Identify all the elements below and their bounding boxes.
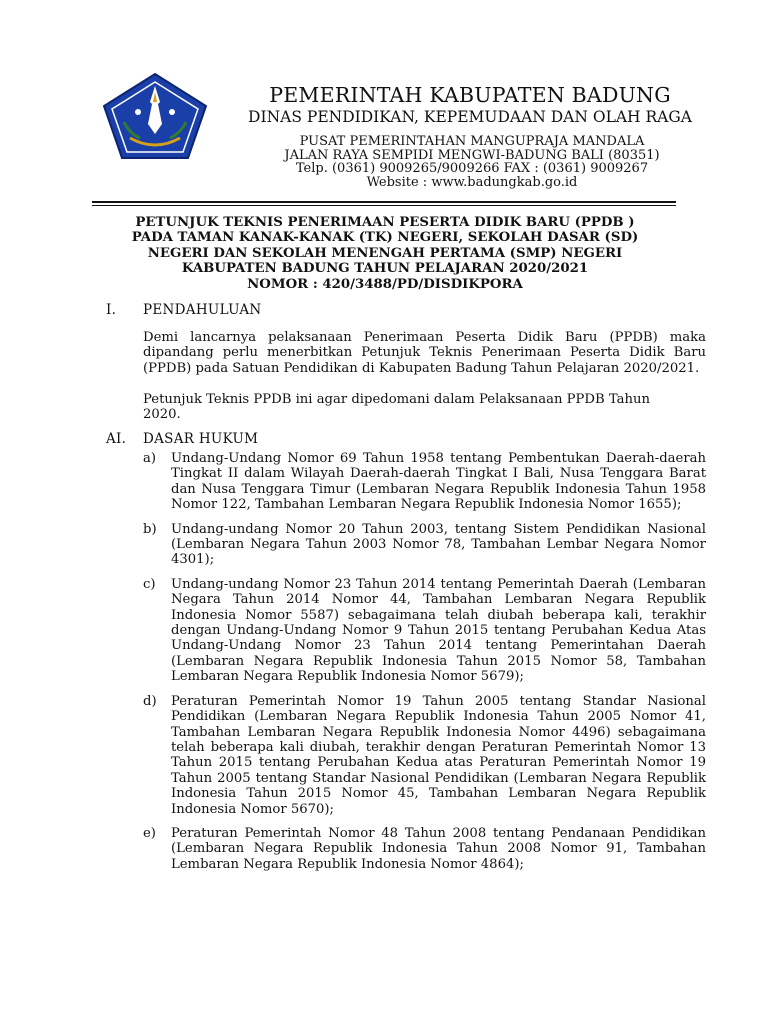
address-line: JALAN RAYA SEMPIDI MENGWI-BADUNG BALI (80351) bbox=[284, 147, 660, 163]
section-number: AI. bbox=[106, 431, 127, 447]
letterhead-divider-thin bbox=[92, 205, 676, 206]
list-item-text: Undang-undang Nomor 20 Tahun 2003, tentang Sistem Pendidikan Nasional (Lembaran Negara Tahun 2003 Nomor 78, Tambahan Lembar Negara Nomor 4301); bbox=[171, 521, 706, 568]
title-line: PADA TAMAN KANAK-KANAK (TK) NEGERI, SEKOLAH DASAR (SD) bbox=[131, 230, 639, 246]
list-item bbox=[143, 522, 706, 568]
list-item-label: b) bbox=[143, 521, 157, 537]
list-item-text: Peraturan Pemerintah Nomor 19 Tahun 2005 tentang Standar Nasional Pendidikan (Lembaran Negara Republik Indonesia Tahun 2005 Nomor 41, Tambahan Lembaran Negara Republik Indonesia Nomor 4496) sebagaimana telah beberapa kali diubah, terakhir dengan Peraturan Pemerintah Nomor 13 Tahun 2015 tentang Perubahan Kedua atas Peraturan Pemerintah Nomor 19 Tahun 2005 tentang Standar Nasional Pendidikan (Lembaran Negara Republik Indonesia Tahun 2015 Nomor 45, Tambahan Lembaran Negara Republik Indonesia Nomor 5670); bbox=[171, 693, 706, 817]
phone-fax-line: Telp. (0361) 9009265/9009266 FAX : (0361) 9009267 bbox=[295, 161, 649, 177]
list-item-label: e) bbox=[143, 825, 156, 841]
website-line: Website : www.badungkab.go.id bbox=[366, 174, 578, 190]
letterhead-divider-thick bbox=[92, 201, 676, 203]
list-item-label: c) bbox=[143, 576, 156, 592]
list-item-text: Undang-Undang Nomor 69 Tahun 1958 tentang Pembentukan Daerah-daerah Tingkat II dalam Wilayah Daerah-daerah Tingkat I Bali, Nusa Tenggara Barat dan Nusa Tenggara Timur (Lembaran Negara Republik Indonesia Tahun 1958 Nomor 122, Tambahan Lembaran Negara Republik Indonesia Nomor 1655); bbox=[171, 451, 706, 513]
letterhead-address bbox=[242, 135, 702, 190]
list-item-label: d) bbox=[143, 693, 157, 709]
legal-basis-list bbox=[143, 451, 706, 881]
list-item-text: Undang-undang Nomor 23 Tahun 2014 tentang Pemerintah Daerah (Lembaran Negara Tahun 2014 Nomor 44, Tambahan Lembaran Negara Republik Indonesia Nomor 5587) sebagaimana telah diubah beberapa kali, terakhir dengan Undang-Undang Nomor 9 Tahun 2015 tentang Perubahan Kedua Atas Undang-Undang Nomor 23 Tahun 2014 tentang Pemerintahan Daerah (Lembaran Negara Republik Indonesia Tahun 2015 Nomor 58, Tambahan Lembaran Negara Republik Indonesia Nomor 5679); bbox=[171, 576, 706, 685]
section-title: PENDAHULUAN bbox=[143, 302, 262, 318]
title-line: PETUNJUK TEKNIS PENERIMAAN PESERTA DIDIK BARU (PPDB ) bbox=[135, 215, 635, 230]
letterhead-department-name: DINAS PENDIDIKAN, KEPEMUDAAN DAN OLAH RAGA bbox=[248, 108, 692, 126]
section-heading-dasar-hukum bbox=[106, 431, 258, 447]
address-line: PUSAT PEMERINTAHAN MANGUPRAJA MANDALA bbox=[299, 134, 645, 149]
section-paragraph: Demi lancarnya pelaksanaan Penerimaan Peserta Didik Baru (PPDB) maka dipandang perlu menerbitkan Petunjuk Teknis Penerimaan Peserta Didik Baru (PPDB) pada Satuan Pendidikan di Kabupaten Badung Tahun Pelajaran 2020/2021. bbox=[143, 330, 706, 376]
section-heading-pendahuluan bbox=[106, 302, 262, 318]
letterhead-government-name: PEMERINTAH KABUPATEN BADUNG bbox=[269, 83, 671, 107]
list-item-text: Peraturan Pemerintah Nomor 48 Tahun 2008 tentang Pendanaan Pendidikan (Lembaran Negara Republik Indonesia Tahun 2008 Nomor 91, Tambahan Lembaran Negara Republik Indonesia Nomor 4864); bbox=[171, 825, 706, 872]
section-title: DASAR HUKUM bbox=[143, 431, 259, 447]
title-line: NEGERI DAN SEKOLAH MENENGAH PERTAMA (SMP) NEGERI bbox=[147, 245, 623, 261]
list-item bbox=[143, 577, 706, 685]
title-line: KABUPATEN BADUNG TAHUN PELAJARAN 2020/2021 bbox=[181, 261, 589, 277]
document-number: NOMOR : 420/3488/PD/DISDIKPORA bbox=[247, 276, 523, 292]
badung-regency-emblem-logo bbox=[100, 72, 210, 160]
list-item bbox=[143, 451, 706, 513]
section-paragraph: Petunjuk Teknis PPDB ini agar dipedomani dalam Pelaksanaan PPDB Tahun 2020. bbox=[143, 392, 651, 423]
list-item-label: a) bbox=[143, 451, 157, 466]
document-title bbox=[100, 215, 670, 292]
section-number: I. bbox=[106, 302, 117, 318]
list-item bbox=[143, 694, 706, 817]
list-item bbox=[143, 826, 706, 872]
